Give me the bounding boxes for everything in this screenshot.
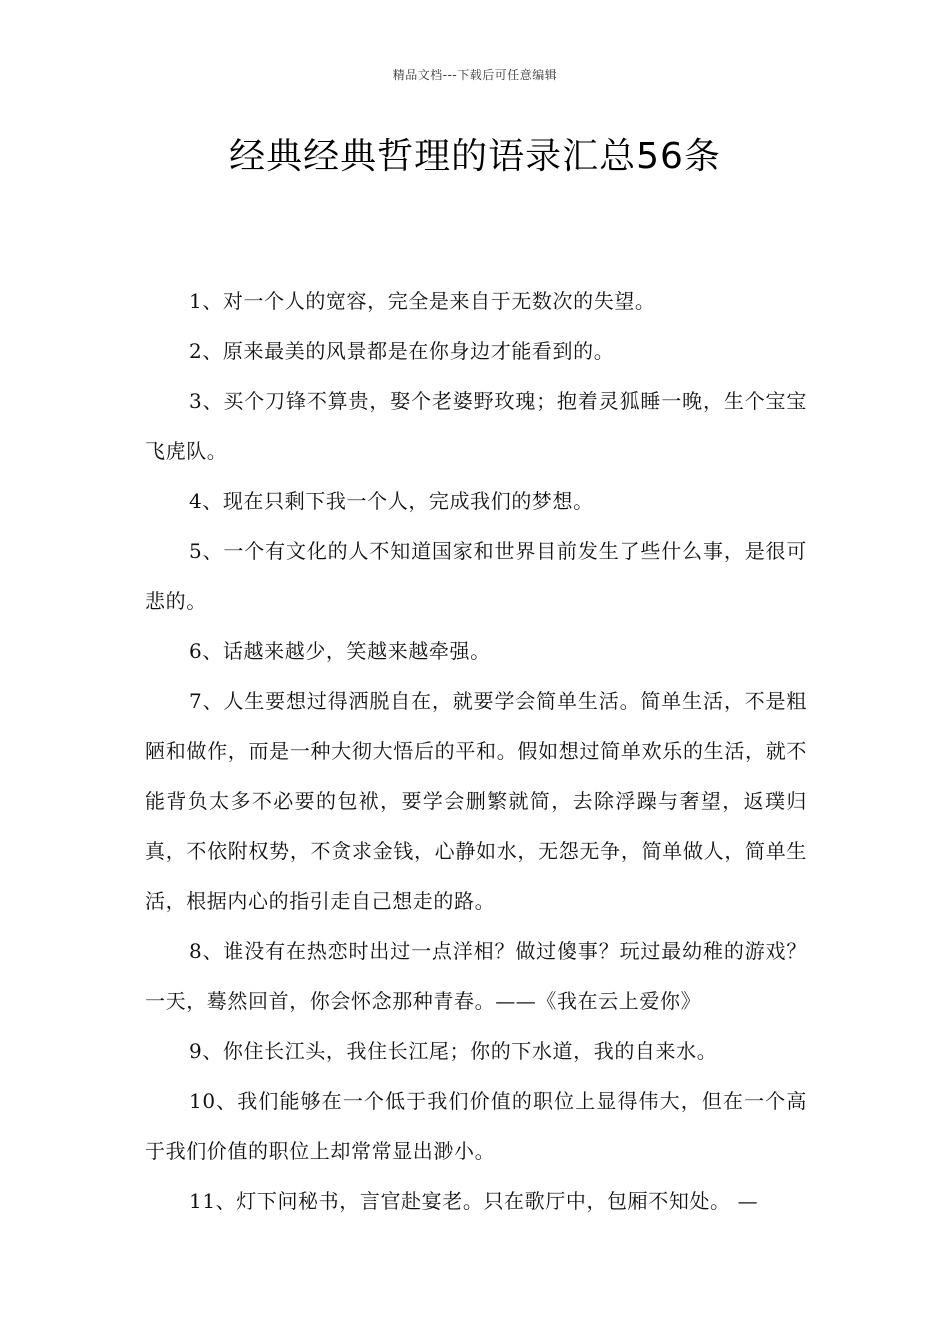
quote-item: 2、原来最美的风景都是在你身边才能看到的。 xyxy=(189,339,615,363)
quote-item: 3、买个刀锋不算贵，娶个老婆野玫瑰；抱着灵狐睡一晚，生个宝宝飞虎队。 xyxy=(145,389,807,463)
quote-item: 6、话越来越少，笑越来越牵强。 xyxy=(189,639,491,663)
quote-item: 5、一个有文化的人不知道国家和世界目前发生了些什么事，是很可悲的。 xyxy=(145,539,807,613)
page-title: 经典经典哲理的语录汇总56条 xyxy=(229,136,721,177)
quote-item: 11、灯下问秘书，言官赴宴老。只在歌厅中，包厢不知处。 — xyxy=(189,1189,759,1213)
quote-item: 7、人生要想过得洒脱自在，就要学会简单生活。简单生活，不是粗陋和做作，而是一种大彻大悟后的平和。假如想过简单欢乐的生活，就不能背负太多不必要的包袱，要学会删繁就简，去除浮躁与奢望，返璞归真，不依附权势，不贪求金钱，心静如水，无怨无争，简单做人，简单生活，根据内心的指引走自己想走的路。 xyxy=(145,689,807,913)
quote-item: 8、谁没有在热恋时出过一点洋相？做过傻事？玩过最幼稚的游戏？一天，蓦然回首，你会怀念那种青春。——《我在云上爱你》 xyxy=(145,939,807,1013)
quote-item: 10、我们能够在一个低于我们价值的职位上显得伟大，但在一个高于我们价值的职位上却常常显出渺小。 xyxy=(145,1089,807,1163)
quote-item: 1、对一个人的宽容，完全是来自于无数次的失望。 xyxy=(189,289,656,313)
quote-item: 4、现在只剩下我一个人，完成我们的梦想。 xyxy=(189,489,594,513)
quote-list xyxy=(145,276,807,1226)
header-note: 精品文档---下载后可任意编辑 xyxy=(392,68,558,82)
quote-item: 9、你住长江头，我住长江尾；你的下水道，我的自来水。 xyxy=(189,1039,718,1063)
